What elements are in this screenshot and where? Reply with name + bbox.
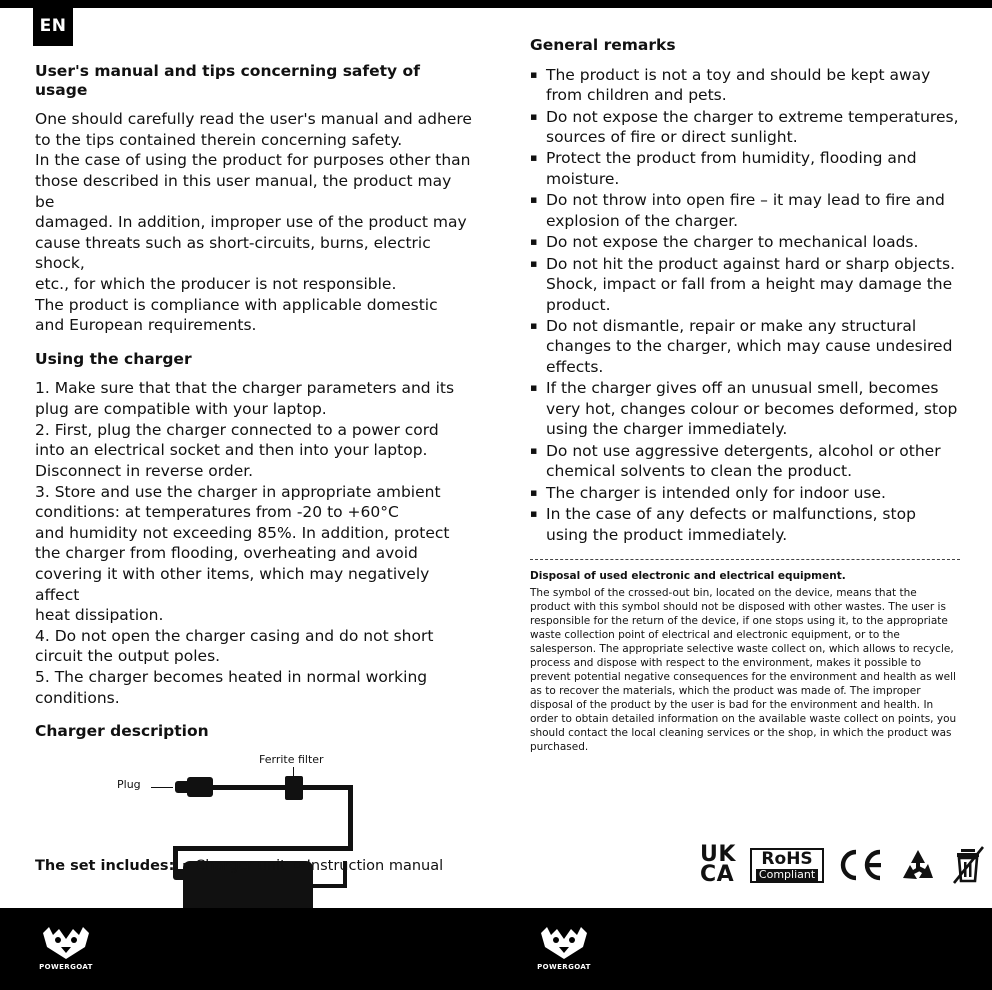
language-badge: EN <box>33 6 73 46</box>
manual-line: those described in this user manual, the product may be <box>35 172 452 211</box>
using-line: 5. The charger becomes heated in normal working <box>35 668 428 687</box>
manual-line: cause threats such as short-circuits, burns, electric shock, <box>35 233 431 273</box>
right-column <box>530 36 960 755</box>
using-line: 2. First, plug the charger connected to a power cord <box>35 420 439 439</box>
disposal-text: The symbol of the crossed-out bin, located on the device, means that the product with this symbol should not be disposed with other wastes. The user is responsible for the return of the device, if one stops using it, to the appropriate waste collection point of electrical and electronic equipment, or to the salesperson. The appropriate selective waste collect on, which allows to recycle, process and dispose with respect to the environment, makes it possible to prevent potential negative consequences for the environment and health as well as to recover the materials, which the product was made of. The improper disposal of the product by the user is bad for the environment and health. In order to obtain detailed information on the available waste collect on points, you should contact the local cleaning services or the shop, in which the product was purchased. <box>530 587 957 753</box>
using-line: circuit the output poles. <box>35 647 221 666</box>
manual-paragraph <box>35 109 475 336</box>
using-line: plug are compatible with your laptop. <box>35 400 327 419</box>
manual-line: to the tips contained therein concerning safety. <box>35 130 403 149</box>
left-column <box>35 62 475 931</box>
recycle-icon <box>898 847 938 883</box>
charger-description-heading: Charger description <box>35 722 209 741</box>
rohs-line2: Compliant <box>756 869 818 881</box>
set-includes-label: The set includes: <box>35 858 175 874</box>
brand-name: POWERGOAT <box>39 963 93 971</box>
using-line: into an electrical socket and then into your laptop. <box>35 441 428 460</box>
list-item: ▪ Do not throw into open fire – it may lead to fire and explosion of the charger. <box>530 190 960 231</box>
cable-segment <box>313 884 347 888</box>
list-item: ▪ Do not use aggressive detergents, alcohol or other chemical solvents to clean the product. <box>530 441 960 482</box>
cable-segment <box>348 785 353 851</box>
set-includes-item: Charger unit <box>195 858 286 874</box>
manual-line: In the case of using the product for purposes other than <box>35 151 471 170</box>
list-item: ▪ If the charger gives off an unusual smell, becomes very hot, changes colour or becomes deformed, stop using the charger immediately. <box>530 378 960 439</box>
brand-logo <box>533 925 595 973</box>
plug-leader-line <box>151 787 173 788</box>
certification-marks <box>700 842 986 888</box>
ukca-line1: UK <box>700 842 736 867</box>
using-line: covering it with other items, which may negatively affect <box>35 564 430 604</box>
disposal-title: Disposal of used electronic and electrical equipment. <box>530 570 846 583</box>
bottom-black-bar <box>0 908 992 990</box>
list-item: ▪ The product is not a toy and should be kept away from children and pets. <box>530 65 960 106</box>
list-item: ▪ The charger is intended only for indoor use. <box>530 483 960 503</box>
using-line: the charger from flooding, overheating and avoid <box>35 544 418 563</box>
set-includes <box>35 858 443 874</box>
list-item: ▪ Do not expose the charger to extreme temperatures, sources of fire or direct sunlight. <box>530 107 960 148</box>
manual-line: etc., for which the producer is not responsible. <box>35 275 397 294</box>
list-item: ▪ Protect the product from humidity, flooding and moisture. <box>530 148 960 189</box>
cable-segment <box>173 846 353 851</box>
section-divider <box>530 559 960 560</box>
using-line: 3. Store and use the charger in appropriate ambient <box>35 482 441 501</box>
manual-line: One should carefully read the user's manual and adhere <box>35 110 472 129</box>
charger-diagram <box>35 751 475 931</box>
list-item: ▪ Do not hit the product against hard or sharp objects. Shock, impact or fall from a height may damage the product. <box>530 254 960 315</box>
using-line: 4. Do not open the charger casing and do not short <box>35 626 434 645</box>
list-item: ▪ Do not expose the charger to mechanical loads. <box>530 232 960 252</box>
using-line: and humidity not exceeding 85%. In addition, protect <box>35 523 450 542</box>
manual-line: damaged. In addition, improper use of the product may <box>35 213 467 232</box>
top-black-bar <box>0 0 992 8</box>
rohs-line1: RoHS <box>761 848 813 869</box>
crossed-out-bin-icon <box>952 845 986 885</box>
manual-heading: User's manual and tips concerning safety of usage <box>35 62 420 99</box>
ferrite-filter-icon <box>285 776 303 800</box>
diagram-label-plug: Plug <box>117 777 141 791</box>
brand-logo <box>35 925 97 973</box>
general-remarks-list <box>530 65 960 545</box>
using-line: 1. Make sure that that the charger parameters and its <box>35 379 455 398</box>
list-item: ▪ In the case of any defects or malfunctions, stop using the product immediately. <box>530 504 960 545</box>
ce-mark-icon <box>838 848 884 882</box>
list-item: ▪ Do not dismantle, repair or make any structural changes to the charger, which may cause undesired effects. <box>530 316 960 377</box>
manual-line: The product is compliance with applicable domestic <box>35 295 438 314</box>
using-charger-steps <box>35 378 475 708</box>
general-remarks-heading: General remarks <box>530 36 676 54</box>
plug-tip-icon <box>175 781 187 793</box>
using-line: heat dissipation. <box>35 606 164 625</box>
ukca-line2: CA <box>700 862 735 888</box>
cable-segment <box>303 785 353 790</box>
cable-segment <box>213 785 285 790</box>
diagram-label-ferrite: Ferrite filter <box>259 752 324 766</box>
ukca-mark <box>700 842 736 888</box>
using-line: Disconnect in reverse order. <box>35 461 254 480</box>
using-line: conditions: at temperatures from -20 to +60°C <box>35 503 399 522</box>
set-includes-item: Instruction manual <box>306 858 444 874</box>
using-charger-heading: Using the charger <box>35 349 192 368</box>
rohs-mark <box>750 848 824 883</box>
plug-body-icon <box>187 777 213 797</box>
brand-name: POWERGOAT <box>537 963 591 971</box>
using-line: conditions. <box>35 688 120 707</box>
manual-line: and European requirements. <box>35 316 257 335</box>
